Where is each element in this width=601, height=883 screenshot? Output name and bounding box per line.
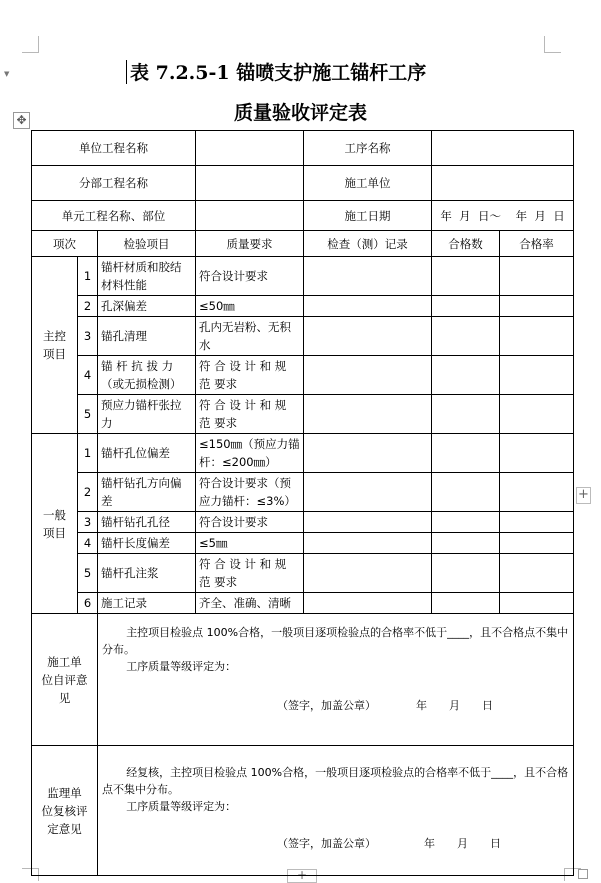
row-number: 3 — [78, 512, 98, 533]
row-number: 5 — [78, 554, 98, 593]
inspection-record-cell[interactable] — [304, 434, 432, 473]
inspection-item: 锚杆孔注浆 — [98, 554, 196, 593]
row-number: 3 — [78, 317, 98, 356]
supervision-signature-row — [102, 835, 569, 852]
inspection-record-cell[interactable] — [304, 512, 432, 533]
col-item-type: 项次 — [32, 231, 98, 257]
quality-requirement: 符 合 设 计 和 规 范 要求 — [196, 356, 304, 395]
qualified-rate-cell[interactable] — [500, 395, 574, 434]
inspection-item: 锚 杆 抗 拔 力（或无损检测） — [98, 356, 196, 395]
construction-opinion-line2: 工序质量等级评定为： — [126, 660, 237, 673]
quality-requirement: 齐全、准确、清晰 — [196, 593, 304, 614]
qualified-rate-cell[interactable] — [500, 554, 574, 593]
inspection-record-cell[interactable] — [304, 533, 432, 554]
process-name-label: 工序名称 — [304, 131, 432, 166]
inspection-item: 锚杆钻孔方向偏差 — [98, 473, 196, 512]
row-number: 5 — [78, 395, 98, 434]
col-quality-requirement: 质量要求 — [196, 231, 304, 257]
row-number: 1 — [78, 257, 98, 296]
qualified-rate-cell[interactable] — [500, 593, 574, 614]
inspection-item: 锚杆钻孔孔径 — [98, 512, 196, 533]
qualified-count-cell[interactable] — [432, 317, 500, 356]
col-inspection-record: 检查（测）记录 — [304, 231, 432, 257]
qualified-count-cell[interactable] — [432, 593, 500, 614]
plus-icon[interactable]: + — [576, 487, 591, 504]
inspection-record-cell[interactable] — [304, 317, 432, 356]
quality-requirement: ≤50㎜ — [196, 296, 304, 317]
main-control-label: 主控 项目 — [32, 257, 78, 434]
quality-requirement: 孔内无岩粉、无积水 — [196, 317, 304, 356]
qualified-count-cell[interactable] — [432, 512, 500, 533]
signature-label: （签字，加盖公章） — [277, 699, 376, 712]
unit-project-value[interactable] — [196, 131, 304, 166]
qualified-count-cell[interactable] — [432, 296, 500, 317]
qualified-count-cell[interactable] — [432, 356, 500, 395]
quality-requirement: 符 合 设 计 和 规 范 要求 — [196, 395, 304, 434]
construction-unit-value[interactable] — [432, 166, 574, 201]
col-qualified-rate: 合格率 — [500, 231, 574, 257]
inspection-item: 锚孔清理 — [98, 317, 196, 356]
construction-opinion-cell[interactable] — [98, 614, 574, 746]
move-handle-icon[interactable]: ✥ — [13, 112, 30, 129]
resize-icon[interactable] — [578, 869, 588, 879]
page-corner-mark — [22, 36, 39, 53]
qualified-count-cell[interactable] — [432, 434, 500, 473]
qualified-count-cell[interactable] — [432, 554, 500, 593]
text-cursor — [126, 60, 127, 84]
qualified-count-cell[interactable] — [432, 395, 500, 434]
qualified-count-cell[interactable] — [432, 473, 500, 512]
inspection-record-cell[interactable] — [304, 593, 432, 614]
plus-icon[interactable]: + — [287, 869, 317, 883]
inspection-record-cell[interactable] — [304, 395, 432, 434]
construction-signature-row — [102, 697, 569, 714]
qualified-rate-cell[interactable] — [500, 296, 574, 317]
row-number: 2 — [78, 296, 98, 317]
signature-label: （签字，加盖公章） — [277, 837, 376, 850]
supervision-opinion-label: 监理单 位复核评 定意见 — [32, 746, 98, 876]
element-project-label: 单元工程名称、部位 — [32, 201, 196, 231]
construction-date-value[interactable]: 年 月 日～ 年 月 日 — [432, 201, 574, 231]
qualified-count-cell[interactable] — [432, 257, 500, 296]
qualified-rate-cell[interactable] — [500, 434, 574, 473]
construction-date-label: 施工日期 — [304, 201, 432, 231]
inspection-record-cell[interactable] — [304, 473, 432, 512]
quality-requirement: ≤5㎜ — [196, 533, 304, 554]
row-number: 6 — [78, 593, 98, 614]
inspection-item: 锚杆孔位偏差 — [98, 434, 196, 473]
page-subtitle: 质量验收评定表 — [233, 102, 367, 124]
year-label: 年 — [416, 699, 427, 712]
month-label: 月 — [449, 699, 460, 712]
unit-project-label: 单位工程名称 — [32, 131, 196, 166]
qualified-rate-cell[interactable] — [500, 473, 574, 512]
inspection-form-table — [31, 130, 574, 876]
construction-opinion-label: 施工单 位自评意 见 — [32, 614, 98, 746]
qualified-rate-cell[interactable] — [500, 512, 574, 533]
construction-unit-label: 施工单位 — [304, 166, 432, 201]
inspection-record-cell[interactable] — [304, 296, 432, 317]
sub-project-value[interactable] — [196, 166, 304, 201]
qualified-rate-cell[interactable] — [500, 317, 574, 356]
inspection-item: 锚杆长度偏差 — [98, 533, 196, 554]
row-number: 2 — [78, 473, 98, 512]
month-label: 月 — [457, 837, 468, 850]
inspection-item: 施工记录 — [98, 593, 196, 614]
page-title: 表 7.2.5-1 锚喷支护施工锚杆工序 — [130, 62, 427, 84]
general-label: 一般 项目 — [32, 434, 78, 614]
supervision-opinion-line1: 经复核，主控项目检验点 100%合格，一般项目逐项检验点的合格率不低于____，且不合格点不集中分布。 — [102, 766, 569, 796]
element-project-value[interactable] — [196, 201, 304, 231]
quality-requirement: 符合设计要求 — [196, 257, 304, 296]
quality-requirement: ≤150㎜（预应力锚杆：≤200㎜） — [196, 434, 304, 473]
inspection-record-cell[interactable] — [304, 554, 432, 593]
qualified-count-cell[interactable] — [432, 533, 500, 554]
row-number: 1 — [78, 434, 98, 473]
quality-requirement: 符合设计要求 — [196, 512, 304, 533]
inspection-item: 锚杆材质和胶结材料性能 — [98, 257, 196, 296]
day-label: 日 — [490, 837, 501, 850]
qualified-rate-cell[interactable] — [500, 533, 574, 554]
quality-requirement: 符 合 设 计 和 规 范 要求 — [196, 554, 304, 593]
col-inspection-item: 检验项目 — [98, 231, 196, 257]
row-number: 4 — [78, 356, 98, 395]
col-qualified-count: 合格数 — [432, 231, 500, 257]
day-label: 日 — [482, 699, 493, 712]
collapse-arrow-icon[interactable]: ▼ — [4, 70, 10, 78]
inspection-record-cell[interactable] — [304, 257, 432, 296]
quality-requirement: 符合设计要求（预应力锚杆：≤3%） — [196, 473, 304, 512]
inspection-item: 预应力锚杆张拉力 — [98, 395, 196, 434]
supervision-opinion-cell[interactable] — [98, 746, 574, 876]
inspection-item: 孔深偏差 — [98, 296, 196, 317]
supervision-opinion-line2: 工序质量等级评定为： — [126, 800, 237, 813]
page-corner-mark — [544, 36, 561, 53]
sub-project-label: 分部工程名称 — [32, 166, 196, 201]
qualified-rate-cell[interactable] — [500, 356, 574, 395]
inspection-record-cell[interactable] — [304, 356, 432, 395]
qualified-rate-cell[interactable] — [500, 257, 574, 296]
construction-opinion-line1: 主控项目检验点 100%合格，一般项目逐项检验点的合格率不低于____，且不合格点不集中分布。 — [102, 626, 569, 656]
process-name-value[interactable] — [432, 131, 574, 166]
row-number: 4 — [78, 533, 98, 554]
year-label: 年 — [424, 837, 435, 850]
